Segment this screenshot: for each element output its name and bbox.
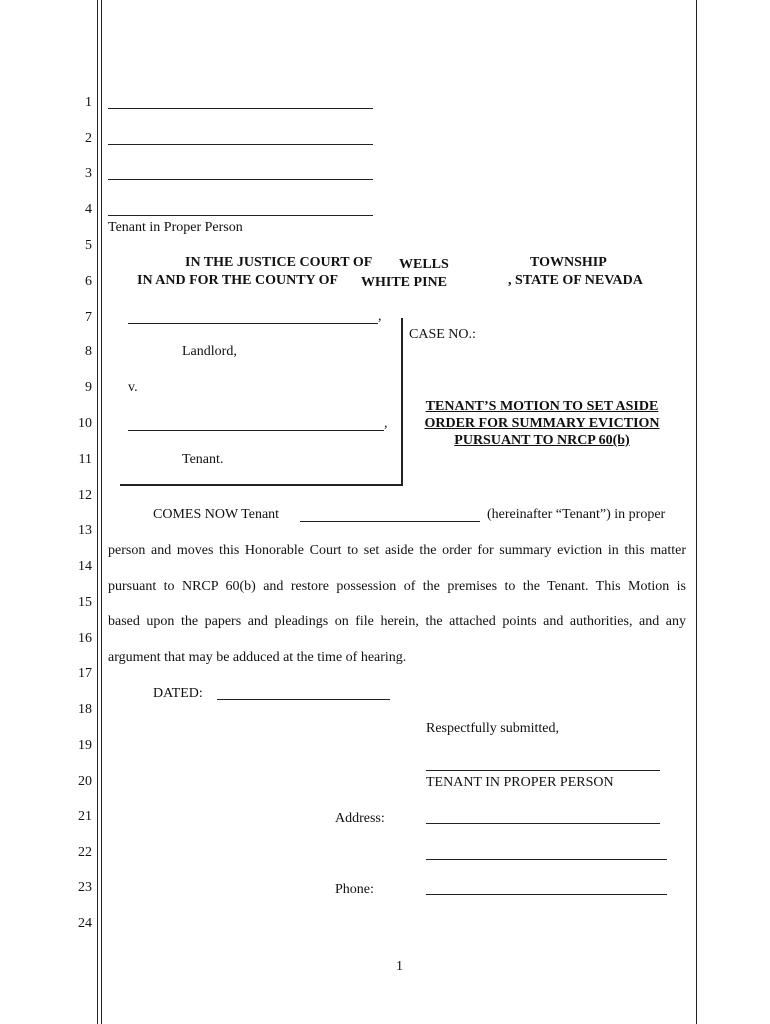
court-name-fill: WELLS [399,257,449,272]
landlord-comma: , [378,309,382,324]
court-line1-prefix: IN THE JUSTICE COURT OF [185,255,373,270]
line-number: 1 [85,95,92,110]
line-number: 18 [78,702,92,717]
line-number: 7 [85,310,92,325]
party-city-blank[interactable] [108,179,373,180]
tenant-label: Tenant. [182,452,224,467]
line-number: 2 [85,131,92,146]
line-number: 23 [78,880,92,895]
caption-box-bottom-border [120,484,403,486]
address-blank-2[interactable] [426,859,667,860]
body-line: pursuant to NRCP 60(b) and restore possession of the premises to the Tenant. This Motion is [108,579,686,594]
tenant-name-blank[interactable] [128,430,384,431]
line-number: 8 [85,344,92,359]
line-number: 5 [85,238,92,253]
line-number: 10 [78,416,92,431]
landlord-name-blank[interactable] [128,323,378,324]
versus-label: v. [128,380,138,395]
motion-title-line: TENANT’S MOTION TO SET ASIDE [425,399,659,414]
line-number: 17 [78,666,92,681]
line-number: 13 [78,523,92,538]
line-number: 15 [78,595,92,610]
page-number: 1 [396,959,403,974]
landlord-label: Landlord, [182,344,237,359]
county-name-fill: WHITE PINE [361,275,447,290]
dated-blank[interactable] [217,699,390,700]
dated-label: DATED: [153,686,203,701]
motion-title-line: ORDER FOR SUMMARY EVICTION [424,416,660,431]
line-number: 9 [85,380,92,395]
party-phone-blank[interactable] [108,215,373,216]
tenant-name-inline-blank[interactable] [300,521,480,522]
line-number: 14 [78,559,92,574]
respectfully-submitted: Respectfully submitted, [426,721,559,736]
tenant-in-proper-person-label: Tenant in Proper Person [108,220,243,235]
line-number: 4 [85,202,92,217]
body-line: based upon the papers and pleadings on file herein, the attached points and authorities, and any [108,614,686,629]
left-margin-rule-outer [97,0,98,1024]
signature-blank[interactable] [426,770,660,771]
line-number: 21 [78,809,92,824]
line-number: 6 [85,274,92,289]
left-margin-rule-inner [101,0,102,1024]
address-blank-1[interactable] [426,823,660,824]
line-number: 3 [85,166,92,181]
body-line-last: argument that may be adduced at the time of hearing. [108,650,407,665]
court-line1-suffix: TOWNSHIP [530,255,607,270]
line-number: 12 [78,488,92,503]
body-line1-prefix: COMES NOW Tenant [153,507,280,522]
signer-label: TENANT IN PROPER PERSON [426,775,614,790]
motion-title-line: PURSUANT TO NRCP 60(b) [454,433,630,448]
tenant-comma: , [384,416,388,431]
line-number: 20 [78,774,92,789]
phone-label: Phone: [335,882,374,897]
caption-box-right-border [401,318,403,486]
address-label: Address: [335,811,385,826]
line-number: 19 [78,738,92,753]
phone-blank[interactable] [426,894,667,895]
line-number: 11 [78,452,92,467]
court-line2-prefix: IN AND FOR THE COUNTY OF [137,273,339,288]
court-line2-suffix: , STATE OF NEVADA [508,273,643,288]
case-number-label: CASE NO.: [409,327,476,342]
party-address-blank[interactable] [108,144,373,145]
party-name-blank[interactable] [108,108,373,109]
body-line1-suffix: (hereinafter “Tenant”) in proper [487,507,666,522]
body-line: person and moves this Honorable Court to set aside the order for summary eviction in this matter [108,543,686,558]
line-number: 16 [78,631,92,646]
line-number: 24 [78,916,92,931]
right-margin-rule [696,0,697,1024]
line-number: 22 [78,845,92,860]
